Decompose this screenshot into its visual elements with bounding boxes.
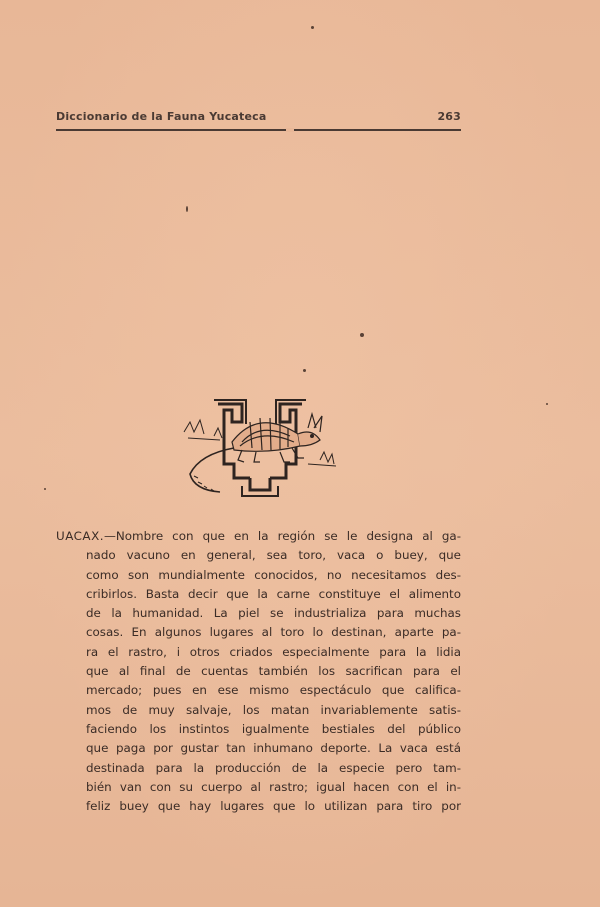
paper-speck	[546, 403, 548, 405]
entry-line: de la humanidad. La piel se industrializa para muchas	[86, 606, 461, 621]
entry-line: como son mundialmente conocidos, no necesitamos des-	[86, 567, 461, 582]
entry-line: destinada para la producción de la especie pero tam-	[86, 760, 461, 775]
entry-line: bién van con su cuerpo al rastro; igual hacen con el in-	[86, 779, 461, 794]
entry-line-text: —Nombre con que en la región se le designa al ga-	[104, 529, 461, 543]
entry-line: cribirlos. Basta decir que la carne constituye el alimento	[86, 586, 461, 601]
entry-line: faciendo los instintos igualmente bestiales del público	[86, 721, 461, 736]
running-header	[56, 110, 461, 126]
paper-speck	[311, 26, 314, 29]
entry-line: que paga por gustar tan inhumano deporte. La vaca está	[86, 741, 461, 756]
page-number: 263	[437, 110, 461, 123]
entry-line	[56, 527, 461, 546]
header-rule	[56, 129, 461, 131]
dictionary-entry	[56, 527, 461, 816]
paper-speck	[303, 369, 306, 372]
entry-line: ra el rastro, i otros criados especialmente para la lidia	[86, 644, 461, 659]
running-header-title: Diccionario de la Fauna Yucateca	[56, 110, 267, 123]
entry-line: mercado; pues en ese mismo espectáculo que califica-	[86, 683, 461, 698]
entry-term: UACAX.	[56, 529, 104, 543]
entry-line: feliz buey que hay lugares que lo utilizan para tiro por	[86, 799, 461, 814]
entry-line: cosas. En algunos lugares al toro lo destinan, aparte pa-	[86, 625, 461, 640]
paper-speck	[44, 488, 46, 490]
entry-line: nado vacuno en general, sea toro, vaca o buey, que	[86, 548, 461, 563]
header-rule-gap	[286, 128, 294, 132]
entry-line: mos de muy salvaje, los matan invariablemente satis-	[86, 702, 461, 717]
entry-line: que al final de cuentas también los sacrifican para el	[86, 664, 461, 679]
armadillo-vignette-icon	[180, 398, 336, 500]
paper-speck	[186, 206, 188, 212]
paper-speck	[360, 333, 364, 337]
